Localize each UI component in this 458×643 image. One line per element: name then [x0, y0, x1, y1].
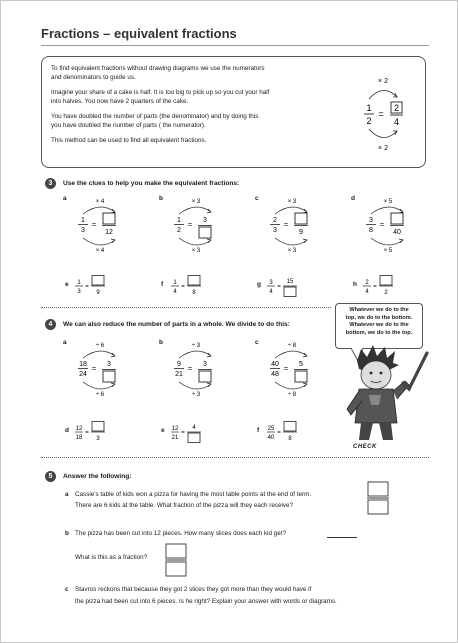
denominator: 24 — [79, 371, 87, 378]
operator-top: × 5 — [383, 199, 393, 205]
denominator: 2 — [384, 290, 388, 296]
question-5-text: Answer the following: — [63, 473, 132, 480]
numerator: 40 — [271, 361, 279, 368]
title-rule — [41, 45, 429, 46]
answer-box — [92, 422, 104, 432]
q3-label-c: c — [255, 195, 259, 202]
q4-diagram-b[interactable] — [165, 341, 227, 397]
q3-fraction-g[interactable] — [265, 275, 301, 297]
operator-bottom: × 5 — [383, 248, 393, 253]
denominator: 4 — [173, 289, 177, 295]
intro-line: To find equivalent fractions without drawing diagrams we use the numerators — [51, 65, 265, 72]
q3-fraction-f[interactable] — [169, 275, 205, 297]
numerator: 1 — [177, 217, 181, 224]
answer-box — [188, 433, 200, 443]
equals-sign: = — [373, 284, 377, 290]
intro-eq: = — [378, 109, 384, 119]
q4-label-c: c — [255, 339, 259, 346]
denominator: 18 — [75, 435, 83, 441]
q4-fraction-d[interactable] — [73, 421, 109, 443]
bubble-line: bottom, we do to the top. — [345, 329, 413, 336]
denominator: 4 — [365, 289, 369, 295]
q3-diagram-d[interactable] — [357, 197, 419, 253]
equals-sign: = — [85, 430, 89, 436]
denominator: 8 — [288, 436, 292, 442]
numerator: 18 — [79, 361, 87, 368]
numerator: 15 — [286, 279, 294, 285]
operator-bottom: ÷ 8 — [287, 392, 297, 397]
q3-label-f: f — [161, 281, 164, 288]
q4-label-f: f — [257, 427, 260, 434]
q3-label-b: b — [159, 195, 163, 202]
q3-label-g: g — [257, 281, 261, 288]
equals-sign: = — [277, 284, 281, 290]
numerator: 3 — [203, 361, 207, 368]
q3-diagram-b[interactable] — [165, 197, 227, 253]
operator-top: × 3 — [191, 199, 201, 205]
denominator: 21 — [175, 371, 183, 378]
q3-fraction-h[interactable] — [361, 275, 397, 297]
denominator: 3 — [81, 227, 85, 234]
numerator: 3 — [269, 280, 273, 286]
equals-sign: = — [283, 366, 289, 373]
numerator: 5 — [299, 361, 303, 368]
denominator: 2 — [177, 227, 181, 234]
answer-box — [295, 213, 307, 224]
operator-bottom: × 4 — [95, 248, 105, 253]
intro-line: and denominators to guide us. — [51, 74, 136, 81]
operator-top: × 3 — [287, 199, 297, 205]
equals-sign: = — [181, 430, 185, 436]
numerator: 2 — [365, 280, 369, 286]
q4-label-e: e — [161, 427, 165, 434]
q4-label-d: d — [65, 427, 69, 434]
denominator: 40 — [267, 435, 275, 441]
numerator: 3 — [203, 217, 207, 224]
thinking-boy-illustration — [329, 343, 429, 443]
equals-sign: = — [91, 366, 97, 373]
bubble-line: Whatever we do to the — [349, 322, 409, 329]
answer-box — [188, 276, 200, 286]
answer-box — [391, 213, 403, 224]
intro-num1: 1 — [366, 103, 372, 113]
page-title: Fractions – equivalent fractions — [41, 26, 237, 41]
intro-line: into halves. You now have 2 quarters of the cake. — [51, 98, 189, 105]
denominator: 8 — [192, 290, 196, 296]
q3-label-d: d — [351, 195, 355, 202]
denominator: 4 — [269, 289, 273, 295]
equals-sign: = — [187, 222, 193, 229]
answer-box — [380, 276, 392, 286]
intro-line: Imagine your share of a cake is half. It is too big to pick up so you cut your half — [51, 89, 270, 96]
denominator: 3 — [96, 436, 100, 442]
equals-sign: = — [379, 222, 385, 229]
denominator: 48 — [271, 371, 279, 378]
question-3-text: Use the clues to help you make the equivalent fractions: — [63, 180, 240, 187]
q3-label-e: e — [65, 281, 69, 288]
check-label: CHECK — [353, 444, 377, 450]
q4-diagram-a[interactable] — [69, 341, 131, 397]
q5-c-line: the pizza had been cut into 6 pieces. Is he right? Explain your answer with words or diagrams. — [75, 598, 337, 605]
intro-num2: 2 — [393, 103, 400, 113]
question-3-number: 3 — [45, 178, 56, 189]
equals-sign: = — [181, 284, 185, 290]
answer-box — [103, 213, 115, 224]
numerator: 3 — [107, 361, 111, 368]
operator-bottom: ÷ 6 — [95, 392, 105, 397]
numerator: 12 — [171, 426, 179, 432]
operator-bottom: × 3 — [287, 248, 297, 253]
answer-box — [199, 371, 211, 382]
intro-den2: 4 — [393, 117, 400, 127]
intro-example-diagram — [355, 73, 411, 153]
denominator: 3 — [77, 289, 81, 295]
intro-top-op: × 2 — [378, 78, 388, 85]
q3-label-h: h — [353, 281, 357, 288]
numerator: 1 — [77, 280, 81, 286]
denominator: 9 — [299, 229, 303, 236]
question-5-number: 5 — [45, 471, 56, 482]
section-divider — [41, 457, 429, 458]
operator-top: ÷ 8 — [287, 343, 297, 349]
q4-fraction-e[interactable] — [169, 421, 205, 443]
q5-c-label: c — [65, 586, 69, 593]
operator-top: ÷ 3 — [191, 343, 201, 349]
q5-b-answer-fraction[interactable] — [165, 543, 187, 577]
question-4-text: We can also reduce the number of parts in a whole. We divide to do this: — [63, 321, 290, 328]
q4-diagram-c[interactable] — [261, 341, 323, 397]
denominator: 12 — [105, 229, 113, 236]
q5-b-label: b — [65, 530, 69, 537]
q5-b-answer-line[interactable] — [327, 537, 357, 538]
operator-bottom: ÷ 3 — [191, 392, 201, 397]
answer-box — [199, 227, 211, 238]
q3-fraction-e[interactable] — [73, 275, 109, 297]
q5-b-line: The pizza has been cut into 12 pieces. How many slices does each kid get? — [75, 530, 287, 537]
q4-label-a: a — [63, 339, 67, 346]
intro-line: This method can be used to find all equivalent fractions. — [51, 137, 207, 144]
numerator: 1 — [81, 217, 85, 224]
numerator: 25 — [267, 426, 275, 432]
q3-label-a: a — [63, 195, 67, 202]
q4-fraction-f[interactable] — [265, 421, 301, 443]
intro-line: You have doubled the number of parts (the denominator) and by doing this — [51, 113, 259, 120]
q5-a-answer-fraction[interactable] — [367, 481, 389, 515]
denominator: 3 — [273, 227, 277, 234]
operator-bottom: × 3 — [191, 248, 201, 253]
denominator: 21 — [171, 435, 179, 441]
answer-box — [92, 276, 104, 286]
equals-sign: = — [277, 430, 281, 436]
numerator: 9 — [177, 361, 181, 368]
q5-a-label: a — [65, 491, 69, 498]
numerator: 4 — [192, 425, 196, 431]
answer-box — [295, 371, 307, 382]
numerator: 1 — [173, 280, 177, 286]
q5-b-fraction-prompt: What is this as a fraction? — [75, 554, 148, 561]
intro-bottom-op: × 2 — [378, 145, 388, 152]
numerator: 12 — [75, 426, 83, 432]
q3-diagram-c[interactable] — [261, 197, 323, 253]
answer-box — [103, 371, 115, 382]
operator-top: × 4 — [95, 199, 105, 205]
operator-top: ÷ 6 — [95, 343, 105, 349]
answer-box — [284, 422, 296, 432]
q3-diagram-a[interactable] — [69, 197, 131, 253]
section-divider — [41, 307, 331, 308]
intro-line: you have doubled the number of parts ( the numerator). — [51, 122, 206, 129]
numerator: 2 — [273, 217, 277, 224]
equals-sign: = — [85, 284, 89, 290]
numerator: 3 — [369, 217, 373, 224]
q5-c-line: Stavros reckons that because they got 2 slices they got more than they would have if — [75, 586, 312, 593]
denominator: 40 — [393, 229, 401, 236]
question-4-number: 4 — [45, 319, 56, 330]
q5-a-line: Cassie's table of kids won a pizza for having the most table points at the end of term. — [75, 491, 312, 498]
intro-den1: 2 — [366, 116, 372, 126]
equals-sign: = — [187, 366, 193, 373]
denominator: 8 — [369, 227, 373, 234]
q5-a-line: There are 6 kids at the table. What fraction of the pizza will they each receive? — [75, 502, 294, 509]
equals-sign: = — [283, 222, 289, 229]
equals-sign: = — [91, 222, 97, 229]
denominator: 9 — [96, 290, 100, 296]
bubble-line: top, we do to the bottom. — [345, 314, 413, 321]
q4-label-b: b — [159, 339, 163, 346]
bubble-line: Whatever we do to the — [349, 307, 409, 313]
answer-box — [284, 287, 296, 297]
